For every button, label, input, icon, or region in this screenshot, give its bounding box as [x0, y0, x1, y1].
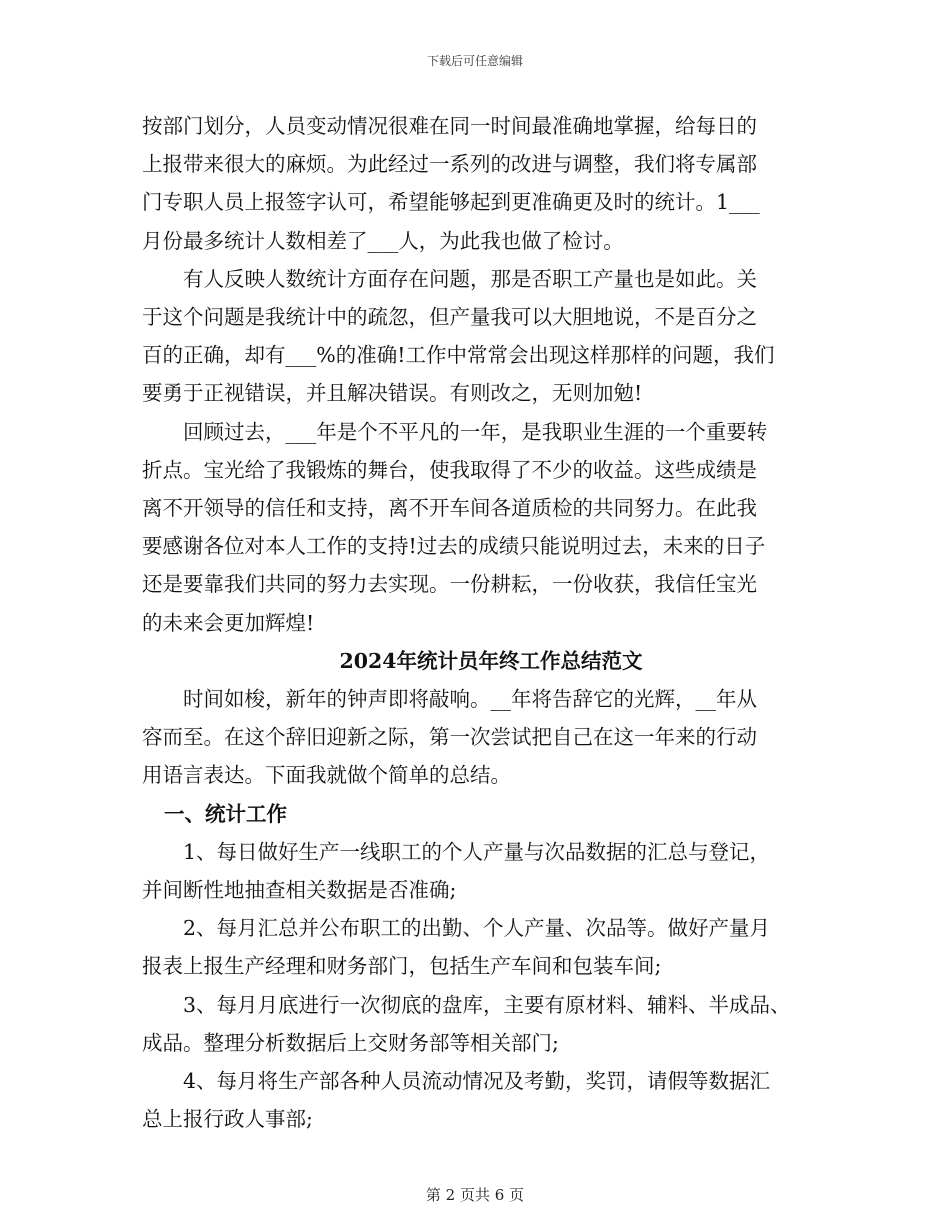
text-line: 门专职人员上报签字认可，希望能够起到更准确更及时的统计。1___	[142, 190, 760, 215]
text-line: 要勇于正视错误，并且解决错误。有则改之，无则加勉!	[142, 381, 643, 406]
text-line: 成品。整理分析数据后上交财务部等相关部门;	[142, 1030, 559, 1055]
document-body	[142, 107, 832, 1138]
text-line: 上报带来很大的麻烦。为此经过一系列的改进与调整，我们将专属部	[142, 152, 757, 177]
section-heading: 一、统计工作	[164, 801, 287, 826]
list-item	[142, 1062, 832, 1138]
text-line: 回顾过去，___年是个不平凡的一年，是我职业生涯的一个重要转	[183, 419, 768, 444]
text-line: 离不开领导的信任和支持，离不开车间各道质检的共同努力。在此我	[142, 496, 757, 521]
text-line: 并间断性地抽查相关数据是否准确;	[142, 878, 457, 903]
text-line: 3、每月月底进行一次彻底的盘库，主要有原材料、辅料、半成品、	[183, 992, 791, 1017]
text-line: 月份最多统计人数相差了___人，为此我也做了检讨。	[142, 228, 624, 253]
text-line: 总上报行政人事部;	[142, 1107, 313, 1132]
text-line: 还是要靠我们共同的努力去实现。一份耕耘，一份收获，我信任宝光	[142, 572, 757, 597]
text-line: 2、每月汇总并公布职工的出勤、个人产量、次品等。做好产量月	[183, 916, 771, 941]
text-line: 1、每日做好生产一线职工的个人产量与次品数据的汇总与登记，	[183, 839, 771, 864]
page-header: 下载后可任意编辑	[426, 54, 523, 68]
text-line: 于这个问题是我统计中的疏忽，但产量我可以大胆地说，不是百分之	[142, 305, 757, 330]
page-footer: 第 2 页共 6 页	[425, 1186, 525, 1204]
text-line: 折点。宝光给了我锻炼的舞台，使我取得了不少的收益。这些成绩是	[142, 457, 757, 482]
text-line: 时间如梭，新年的钟声即将敲响。__年将告辞它的光辉，__年从	[183, 687, 757, 712]
list-item	[142, 909, 832, 985]
text-line: 4、每月将生产部各种人员流动情况及考勤，奖罚，请假等数据汇	[183, 1069, 771, 1094]
text-line: 的未来会更加辉煌!	[142, 610, 315, 635]
text-line: 有人反映人数统计方面存在问题，那是否职工产量也是如此。关	[183, 266, 757, 291]
text-line: 按部门划分，人员变动情况很难在同一时间最准确地掌握，给每日的	[142, 114, 757, 138]
document-title: 2024年统计员年终工作总结范文	[339, 648, 643, 673]
text-line: 要感谢各位对本人工作的支持!过去的成绩只能说明过去，未来的日子	[142, 534, 766, 559]
text-line: 百的正确，却有___%的准确!工作中常常会出现这样那样的问题，我们	[142, 343, 775, 368]
list-item	[142, 986, 832, 1062]
text-line: 容而至。在这个辞旧迎新之际，第一次尝试把自己在这一年来的行动	[142, 725, 757, 750]
text-line: 用语言表达。下面我就做个简单的总结。	[142, 763, 511, 788]
list-item	[142, 833, 832, 909]
intro-paragraph	[142, 680, 832, 795]
paragraph-2	[142, 260, 832, 413]
text-line: 报表上报生产经理和财务部门，包括生产车间和包装车间;	[142, 954, 662, 979]
paragraph-3	[142, 413, 832, 642]
paragraph-1	[142, 107, 832, 260]
